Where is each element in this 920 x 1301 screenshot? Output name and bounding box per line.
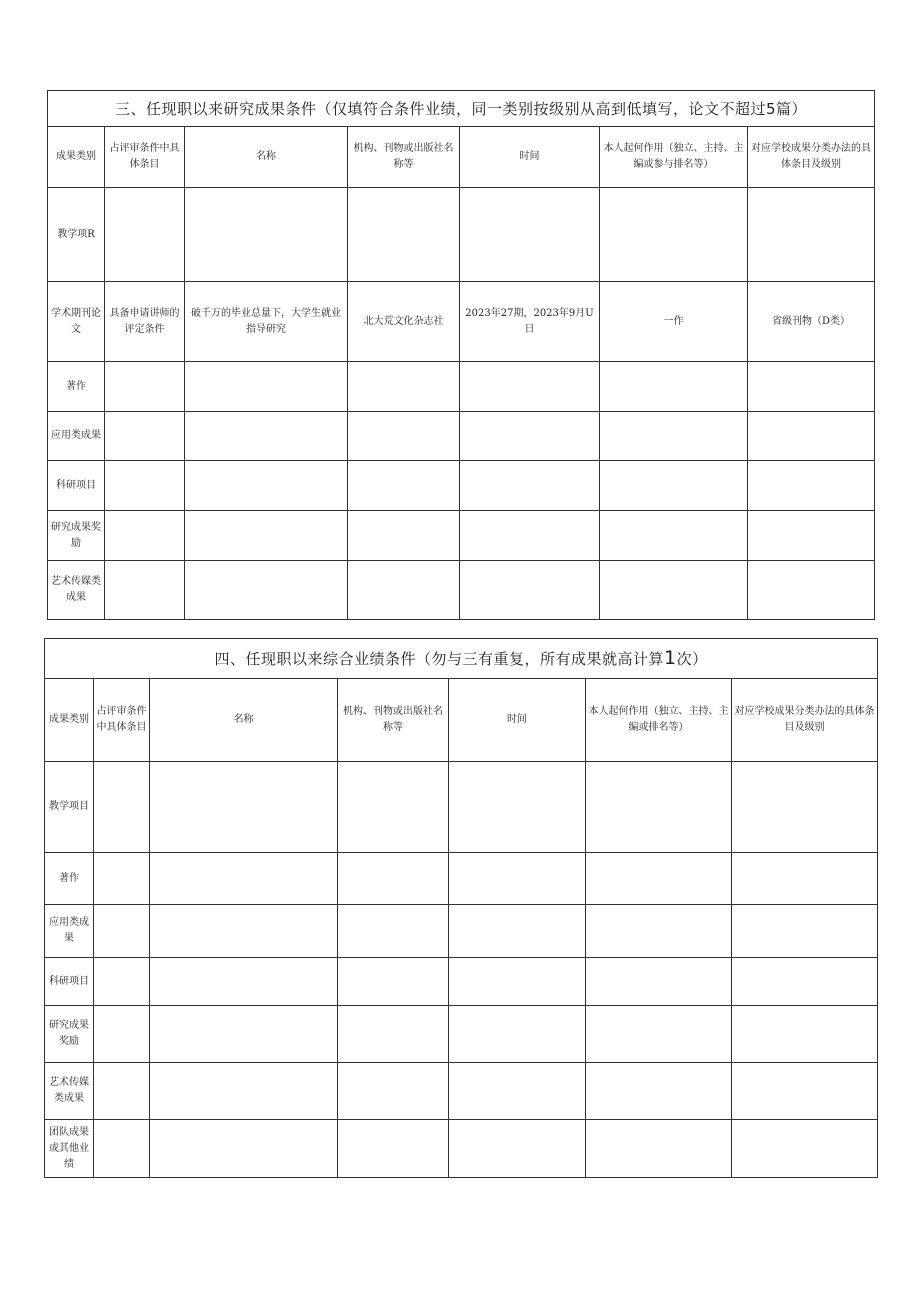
category-cell: 教学项R [48,188,105,282]
item-cell[interactable] [105,362,185,412]
header-category: 成果类别 [48,127,105,188]
time-cell[interactable] [449,1120,586,1178]
level-cell[interactable] [732,1063,878,1120]
name-cell[interactable] [185,362,348,412]
org-cell[interactable] [338,958,449,1006]
name-cell[interactable]: 破千万的毕业总量下，大学生就业指导研究 [185,282,348,362]
table-row [48,511,875,561]
category-cell: 艺术传媒类成果 [48,561,105,620]
table-row [48,412,875,461]
org-cell[interactable] [338,762,449,853]
level-cell[interactable] [732,762,878,853]
section4-title-end: 次） [676,650,708,668]
role-cell[interactable] [600,561,748,620]
comprehensive-results-table [44,638,878,1178]
org-cell[interactable] [348,412,460,461]
table-row [45,762,878,853]
org-cell[interactable] [338,905,449,958]
time-cell[interactable] [460,362,600,412]
header-item: 占评审条件中具体条目 [94,679,150,762]
name-cell[interactable] [185,561,348,620]
section4-title-num: 1 [663,647,677,669]
time-cell[interactable]: 2023年27期，2023年9月U日 [460,282,600,362]
level-cell[interactable] [732,853,878,905]
level-cell[interactable] [748,461,875,511]
table-row [48,362,875,412]
item-cell[interactable] [94,905,150,958]
category-cell: 学术期刊论文 [48,282,105,362]
section3-title: 三、任现职以来研究成果条件（仅填符合条件业绩，同一类别按级别从高到低填写，论文不超过5篇） [48,91,875,127]
category-cell: 应用类成果 [45,905,94,958]
item-cell[interactable]: 具备申请讲师的评定条件 [105,282,185,362]
time-cell[interactable] [449,762,586,853]
org-cell[interactable] [348,188,460,282]
name-cell[interactable] [150,762,338,853]
role-cell[interactable] [600,188,748,282]
table-row [45,1006,878,1063]
table-row [45,905,878,958]
header-level: 对应学校成果分类办法的具体条目及级别 [732,679,878,762]
item-cell[interactable] [94,1006,150,1063]
header-name: 名称 [150,679,338,762]
name-cell[interactable] [150,853,338,905]
level-cell[interactable] [748,561,875,620]
time-cell[interactable] [460,511,600,561]
time-cell[interactable] [449,958,586,1006]
header-org: 机构、刊物或出版社名称等 [348,127,460,188]
item-cell[interactable] [94,762,150,853]
item-cell[interactable] [94,958,150,1006]
item-cell[interactable] [105,561,185,620]
table-row [48,282,875,362]
header-role: 本人起何作用（独立、主持、主编或排名等） [586,679,732,762]
org-cell[interactable] [348,362,460,412]
category-cell: 教学项目 [45,762,94,853]
time-cell[interactable] [449,853,586,905]
role-cell[interactable] [600,511,748,561]
header-category: 成果类别 [45,679,94,762]
name-cell[interactable] [150,1006,338,1063]
role-cell[interactable] [600,461,748,511]
name-cell[interactable] [150,1063,338,1120]
org-cell[interactable] [348,461,460,511]
header-name: 名称 [185,127,348,188]
table-row [45,1120,878,1178]
category-cell: 应用类成果 [48,412,105,461]
section4-title [45,639,878,679]
table-row [48,461,875,511]
org-cell[interactable] [338,1006,449,1063]
level-cell[interactable] [732,1120,878,1178]
item-cell[interactable] [105,461,185,511]
category-cell: 科研项目 [45,958,94,1006]
table-row [45,853,878,905]
org-cell[interactable] [338,853,449,905]
time-cell[interactable] [449,1063,586,1120]
role-cell[interactable] [586,1063,732,1120]
table-row [45,1063,878,1120]
header-role: 本人起何作用（独立、主持、主编或参与排名等） [600,127,748,188]
level-cell[interactable] [748,188,875,282]
header-item: 占评审条件中具体条目 [105,127,185,188]
role-cell[interactable]: 一作 [600,282,748,362]
level-cell[interactable] [748,511,875,561]
header-level: 对应学校成果分类办法的具体条目及级别 [748,127,875,188]
header-time: 时间 [460,127,600,188]
item-cell[interactable] [105,188,185,282]
time-cell[interactable] [460,561,600,620]
org-cell[interactable] [338,1120,449,1178]
table-row [48,561,875,620]
role-cell[interactable] [600,412,748,461]
level-cell[interactable] [748,362,875,412]
section4-title-main: 四、任现职以来综合业绩条件（勿与三有重复，所有成果就高计算 [214,650,664,668]
level-cell[interactable] [748,412,875,461]
time-cell[interactable] [460,461,600,511]
level-cell[interactable]: 省级刊物（D类） [748,282,875,362]
item-cell[interactable] [105,511,185,561]
category-cell: 研究成果奖励 [45,1006,94,1063]
org-cell[interactable] [338,1063,449,1120]
category-cell: 研究成果奖励 [48,511,105,561]
time-cell[interactable] [449,1006,586,1063]
role-cell[interactable] [586,905,732,958]
table-row [45,958,878,1006]
research-results-table [47,90,875,620]
category-cell: 艺术传媒类成果 [45,1063,94,1120]
org-cell[interactable] [348,561,460,620]
name-cell[interactable] [150,905,338,958]
item-cell[interactable] [94,1063,150,1120]
role-cell[interactable] [586,1006,732,1063]
role-cell[interactable] [586,958,732,1006]
time-cell[interactable] [460,412,600,461]
level-cell[interactable] [732,1006,878,1063]
category-cell: 著作 [45,853,94,905]
time-cell[interactable] [449,905,586,958]
name-cell[interactable] [185,412,348,461]
name-cell[interactable] [150,1120,338,1178]
role-cell[interactable] [586,853,732,905]
role-cell[interactable] [586,1120,732,1178]
header-org: 机构、刊物或出版社名称等 [338,679,449,762]
header-time: 时间 [449,679,586,762]
time-cell[interactable] [460,188,600,282]
category-cell: 团队成果或其他业绩 [45,1120,94,1178]
item-cell[interactable] [105,412,185,461]
org-cell[interactable]: 北大荒文化杂志社 [348,282,460,362]
level-cell[interactable] [732,958,878,1006]
org-cell[interactable] [348,511,460,561]
name-cell[interactable] [185,461,348,511]
item-cell[interactable] [94,853,150,905]
category-cell: 著作 [48,362,105,412]
name-cell[interactable] [185,188,348,282]
role-cell[interactable] [586,762,732,853]
section3-header-row [48,127,875,188]
section4-header-row [45,679,878,762]
item-cell[interactable] [94,1120,150,1178]
level-cell[interactable] [732,905,878,958]
role-cell[interactable] [600,362,748,412]
table-row [48,188,875,282]
name-cell[interactable] [150,958,338,1006]
name-cell[interactable] [185,511,348,561]
category-cell: 科研项目 [48,461,105,511]
